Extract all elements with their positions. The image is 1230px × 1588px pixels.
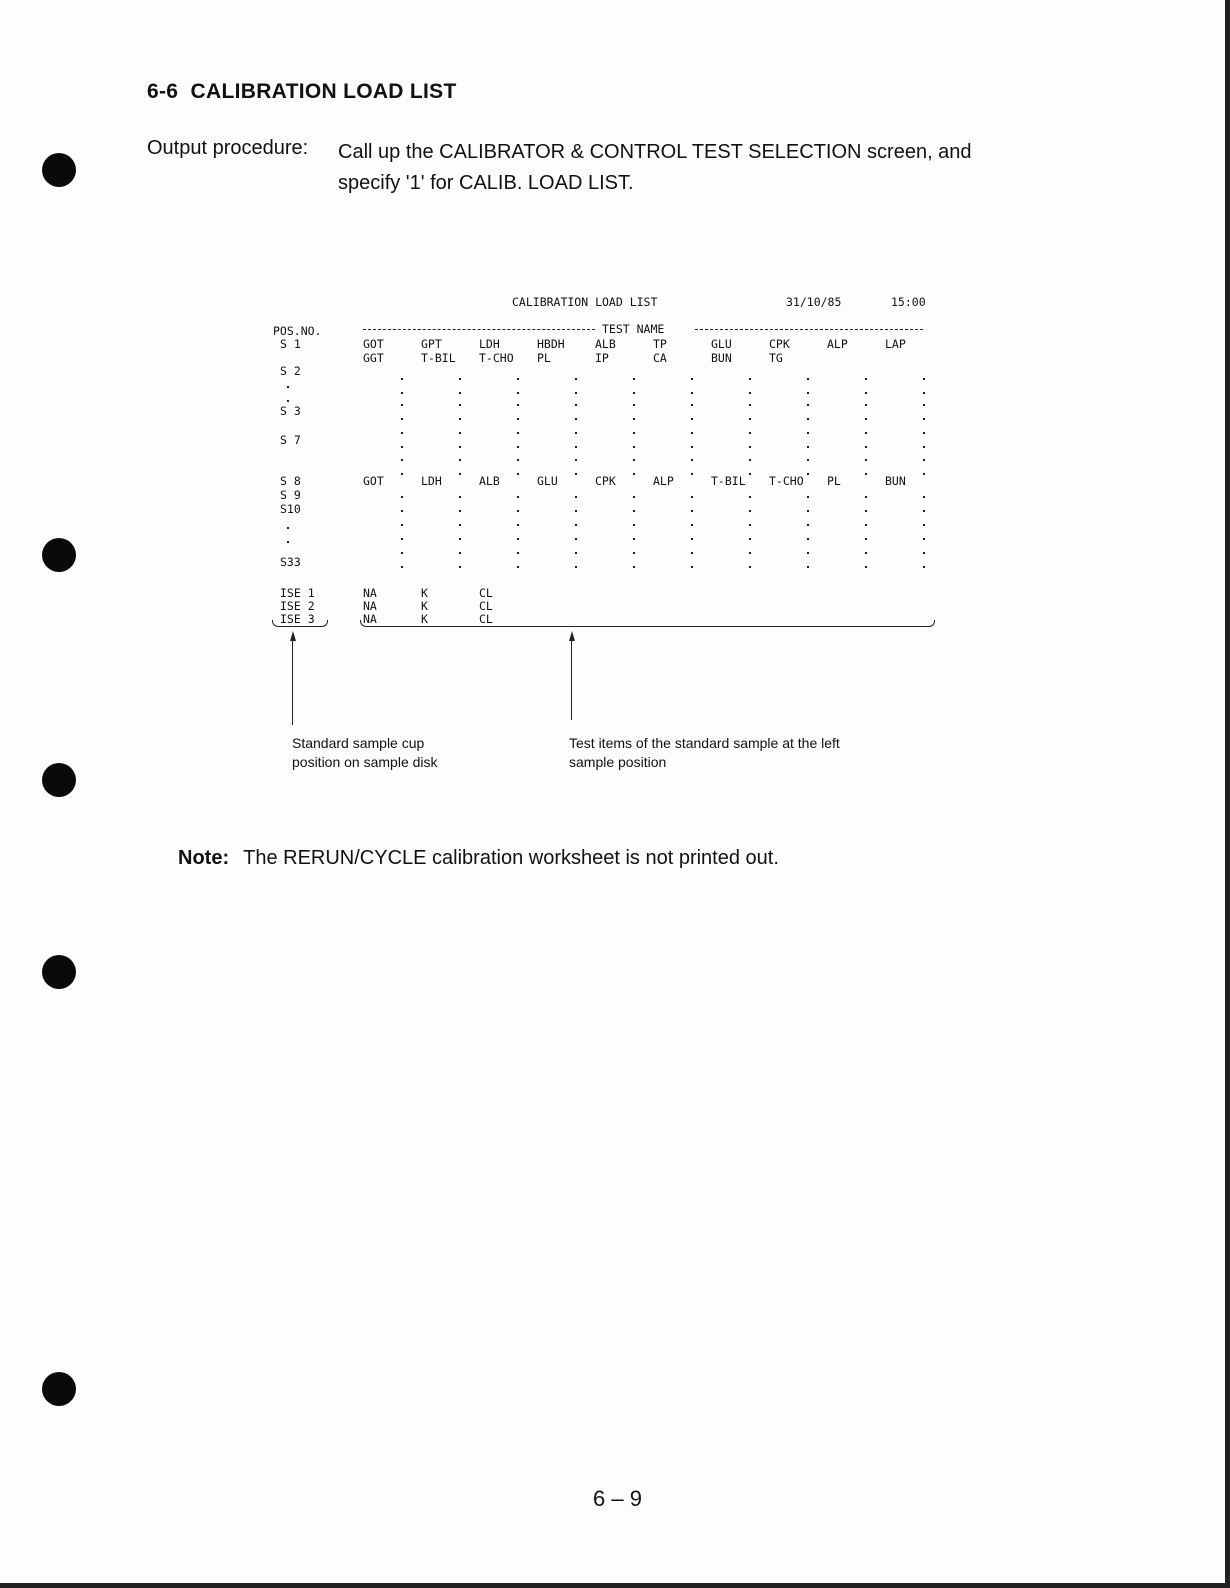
continuation-dot (923, 392, 925, 394)
test-items-brace (360, 620, 935, 627)
continuation-dot (807, 392, 809, 394)
test-item: ALB (595, 337, 616, 351)
procedure-label: Output procedure: (147, 137, 309, 159)
continuation-dot (459, 378, 461, 380)
continuation-dot (923, 566, 925, 568)
continuation-dot (633, 566, 635, 568)
test-item: PL (537, 351, 551, 365)
continuation-dot (749, 552, 751, 554)
test-item: GGT (363, 351, 384, 365)
continuation-dot (633, 538, 635, 540)
pos-label: S 2 (280, 364, 301, 378)
continuation-dot (749, 473, 751, 475)
ise-item: NA (363, 586, 377, 600)
continuation-dot (517, 378, 519, 380)
test-item: GLU (537, 474, 558, 488)
test-item: CA (653, 351, 667, 365)
continuation-dot (923, 418, 925, 420)
continuation-dot (807, 552, 809, 554)
continuation-dot (401, 566, 403, 568)
continuation-dot (749, 392, 751, 394)
continuation-dot (865, 432, 867, 434)
continuation-dot (807, 524, 809, 526)
continuation-dot (459, 446, 461, 448)
procedure-line-2: specify '1' for CALIB. LOAD LIST. (338, 172, 634, 194)
continuation-dot (459, 432, 461, 434)
note (178, 847, 779, 870)
continuation-dot (459, 404, 461, 406)
test-item: T-BIL (421, 351, 456, 365)
ise-pos-label: ISE 2 (280, 599, 315, 613)
page-number: 6 – 9 (593, 1486, 642, 1511)
continuation-dot (517, 392, 519, 394)
caption-right (569, 734, 840, 772)
continuation-dot (749, 496, 751, 498)
test-item: BUN (711, 351, 732, 365)
pos-no-header: POS.NO. (273, 324, 322, 338)
ise-item: CL (479, 586, 493, 600)
ise-pos-label: ISE 1 (280, 586, 315, 600)
continuation-dot (807, 459, 809, 461)
continuation-dot (401, 418, 403, 420)
continuation-dot (691, 496, 693, 498)
right-arrow-line (571, 640, 572, 720)
continuation-dot (517, 432, 519, 434)
page-edge-right (1225, 0, 1230, 1588)
continuation-dot (865, 459, 867, 461)
continuation-dot (459, 524, 461, 526)
continuation-dot (749, 538, 751, 540)
continuation-dot (575, 552, 577, 554)
continuation-dot (865, 473, 867, 475)
continuation-dot (517, 524, 519, 526)
continuation-dot (633, 496, 635, 498)
continuation-dot (633, 510, 635, 512)
pos-ellipsis-dot (287, 541, 289, 543)
continuation-dot (459, 552, 461, 554)
continuation-dot (807, 473, 809, 475)
continuation-dot (691, 404, 693, 406)
printout-title: CALIBRATION LOAD LIST (512, 295, 658, 309)
continuation-dot (517, 473, 519, 475)
continuation-dot (865, 392, 867, 394)
pos-ellipsis-dot (287, 527, 289, 529)
continuation-dot (517, 538, 519, 540)
pos-label: S33 (280, 555, 301, 569)
ise-item: CL (479, 599, 493, 613)
pos-label: S 3 (280, 404, 301, 418)
continuation-dot (575, 459, 577, 461)
continuation-dot (633, 392, 635, 394)
printout-time: 15:00 (891, 295, 926, 309)
continuation-dot (575, 524, 577, 526)
continuation-dot (749, 378, 751, 380)
continuation-dot (633, 446, 635, 448)
test-item: T-BIL (711, 474, 746, 488)
procedure-line-1: Call up the CALIBRATOR & CONTROL TEST SELECTION screen, and (338, 141, 972, 163)
test-item: GOT (363, 337, 384, 351)
test-item: T-CHO (479, 351, 514, 365)
caption-left (292, 734, 438, 772)
continuation-dot (401, 552, 403, 554)
continuation-dot (923, 446, 925, 448)
test-item: T-CHO (769, 474, 804, 488)
continuation-dot (459, 496, 461, 498)
continuation-dot (923, 404, 925, 406)
test-item: HBDH (537, 337, 565, 351)
pos-label: S 7 (280, 433, 301, 447)
continuation-dot (865, 510, 867, 512)
continuation-dot (691, 378, 693, 380)
test-item: LDH (421, 474, 442, 488)
continuation-dot (807, 404, 809, 406)
continuation-dot (633, 473, 635, 475)
continuation-dot (401, 459, 403, 461)
continuation-dot (517, 552, 519, 554)
continuation-dot (517, 446, 519, 448)
continuation-dot (807, 538, 809, 540)
continuation-dot (517, 510, 519, 512)
continuation-dot (865, 496, 867, 498)
continuation-dot (575, 510, 577, 512)
ise-item: K (421, 586, 428, 600)
pos-ellipsis-dot (287, 400, 289, 402)
test-item: LAP (885, 337, 906, 351)
continuation-dot (865, 524, 867, 526)
continuation-dot (459, 418, 461, 420)
continuation-dot (749, 524, 751, 526)
continuation-dot (923, 432, 925, 434)
continuation-dot (923, 473, 925, 475)
page-edge-bottom (0, 1583, 1230, 1588)
continuation-dot (923, 459, 925, 461)
test-item: PL (827, 474, 841, 488)
continuation-dot (633, 459, 635, 461)
continuation-dot (401, 538, 403, 540)
binder-hole-3 (42, 763, 76, 797)
continuation-dot (749, 446, 751, 448)
test-item: CPK (769, 337, 790, 351)
binder-hole-2 (42, 538, 76, 572)
ise-item: NA (363, 612, 377, 626)
test-item: LDH (479, 337, 500, 351)
continuation-dot (923, 538, 925, 540)
continuation-dot (575, 538, 577, 540)
ise-item: K (421, 612, 428, 626)
continuation-dot (633, 404, 635, 406)
test-name-header: TEST NAME (602, 322, 665, 336)
test-item: ALB (479, 474, 500, 488)
continuation-dot (691, 524, 693, 526)
ise-item: NA (363, 599, 377, 613)
note-label: Note: (178, 847, 230, 869)
procedure-text (338, 137, 1038, 199)
continuation-dot (865, 418, 867, 420)
continuation-dot (517, 496, 519, 498)
continuation-dot (575, 378, 577, 380)
binder-hole-5 (42, 1372, 76, 1406)
continuation-dot (691, 510, 693, 512)
ise-item: K (421, 599, 428, 613)
caption-right-line-2: sample position (569, 754, 667, 770)
test-item: BUN (885, 474, 906, 488)
continuation-dot (401, 446, 403, 448)
continuation-dot (749, 510, 751, 512)
printout-date: 31/10/85 (786, 295, 842, 309)
continuation-dot (575, 404, 577, 406)
test-item: TP (653, 337, 667, 351)
header-rule-left (363, 329, 595, 330)
continuation-dot (807, 418, 809, 420)
pos-label: S10 (280, 502, 301, 516)
continuation-dot (865, 552, 867, 554)
continuation-dot (575, 446, 577, 448)
continuation-dot (749, 432, 751, 434)
continuation-dot (923, 524, 925, 526)
continuation-dot (807, 432, 809, 434)
continuation-dot (691, 432, 693, 434)
continuation-dot (459, 538, 461, 540)
continuation-dot (865, 538, 867, 540)
caption-left-line-2: position on sample disk (292, 754, 438, 770)
pos-ellipsis-dot (287, 386, 289, 388)
section-title (147, 80, 457, 104)
test-item: GOT (363, 474, 384, 488)
continuation-dot (517, 404, 519, 406)
continuation-dot (459, 459, 461, 461)
continuation-dot (865, 566, 867, 568)
test-item: GPT (421, 337, 442, 351)
continuation-dot (923, 552, 925, 554)
continuation-dot (807, 510, 809, 512)
continuation-dot (401, 473, 403, 475)
test-item: TG (769, 351, 783, 365)
caption-right-line-1: Test items of the standard sample at the left (569, 735, 840, 751)
continuation-dot (459, 473, 461, 475)
continuation-dot (401, 392, 403, 394)
continuation-dot (865, 378, 867, 380)
note-text: The RERUN/CYCLE calibration worksheet is not printed out. (243, 847, 779, 869)
continuation-dot (575, 496, 577, 498)
test-item: IP (595, 351, 609, 365)
test-item: CPK (595, 474, 616, 488)
continuation-dot (807, 378, 809, 380)
continuation-dot (633, 378, 635, 380)
continuation-dot (807, 566, 809, 568)
binder-hole-4 (42, 955, 76, 989)
test-item: ALP (653, 474, 674, 488)
continuation-dot (923, 496, 925, 498)
continuation-dot (575, 566, 577, 568)
continuation-dot (749, 418, 751, 420)
continuation-dot (575, 432, 577, 434)
test-item: ALP (827, 337, 848, 351)
continuation-dot (691, 418, 693, 420)
left-arrow-line (292, 640, 293, 725)
section-number: 6-6 (147, 80, 179, 103)
continuation-dot (691, 552, 693, 554)
pos-label: S 1 (280, 337, 301, 351)
continuation-dot (691, 566, 693, 568)
continuation-dot (401, 378, 403, 380)
continuation-dot (517, 459, 519, 461)
continuation-dot (633, 524, 635, 526)
continuation-dot (459, 392, 461, 394)
continuation-dot (517, 418, 519, 420)
continuation-dot (807, 496, 809, 498)
continuation-dot (401, 432, 403, 434)
continuation-dot (749, 566, 751, 568)
position-brace (272, 620, 328, 627)
continuation-dot (923, 378, 925, 380)
continuation-dot (691, 446, 693, 448)
continuation-dot (807, 446, 809, 448)
continuation-dot (691, 392, 693, 394)
section-title-text: CALIBRATION LOAD LIST (190, 80, 457, 103)
continuation-dot (633, 552, 635, 554)
binder-hole-1 (42, 153, 76, 187)
ise-item: CL (479, 612, 493, 626)
continuation-dot (923, 510, 925, 512)
continuation-dot (865, 404, 867, 406)
continuation-dot (401, 404, 403, 406)
continuation-dot (517, 566, 519, 568)
continuation-dot (691, 473, 693, 475)
continuation-dot (401, 496, 403, 498)
continuation-dot (749, 459, 751, 461)
test-item: GLU (711, 337, 732, 351)
continuation-dot (459, 510, 461, 512)
continuation-dot (575, 392, 577, 394)
continuation-dot (401, 510, 403, 512)
continuation-dot (575, 418, 577, 420)
continuation-dot (633, 418, 635, 420)
header-rule-right (695, 329, 923, 330)
continuation-dot (575, 473, 577, 475)
continuation-dot (691, 538, 693, 540)
ise-pos-label: ISE 3 (280, 612, 315, 626)
caption-left-line-1: Standard sample cup (292, 735, 425, 751)
continuation-dot (691, 459, 693, 461)
continuation-dot (459, 566, 461, 568)
continuation-dot (865, 446, 867, 448)
pos-label: S 9 (280, 488, 301, 502)
pos-label: S 8 (280, 474, 301, 488)
left-arrow-head (290, 631, 296, 641)
continuation-dot (401, 524, 403, 526)
continuation-dot (749, 404, 751, 406)
continuation-dot (633, 432, 635, 434)
right-arrow-head (569, 631, 575, 641)
